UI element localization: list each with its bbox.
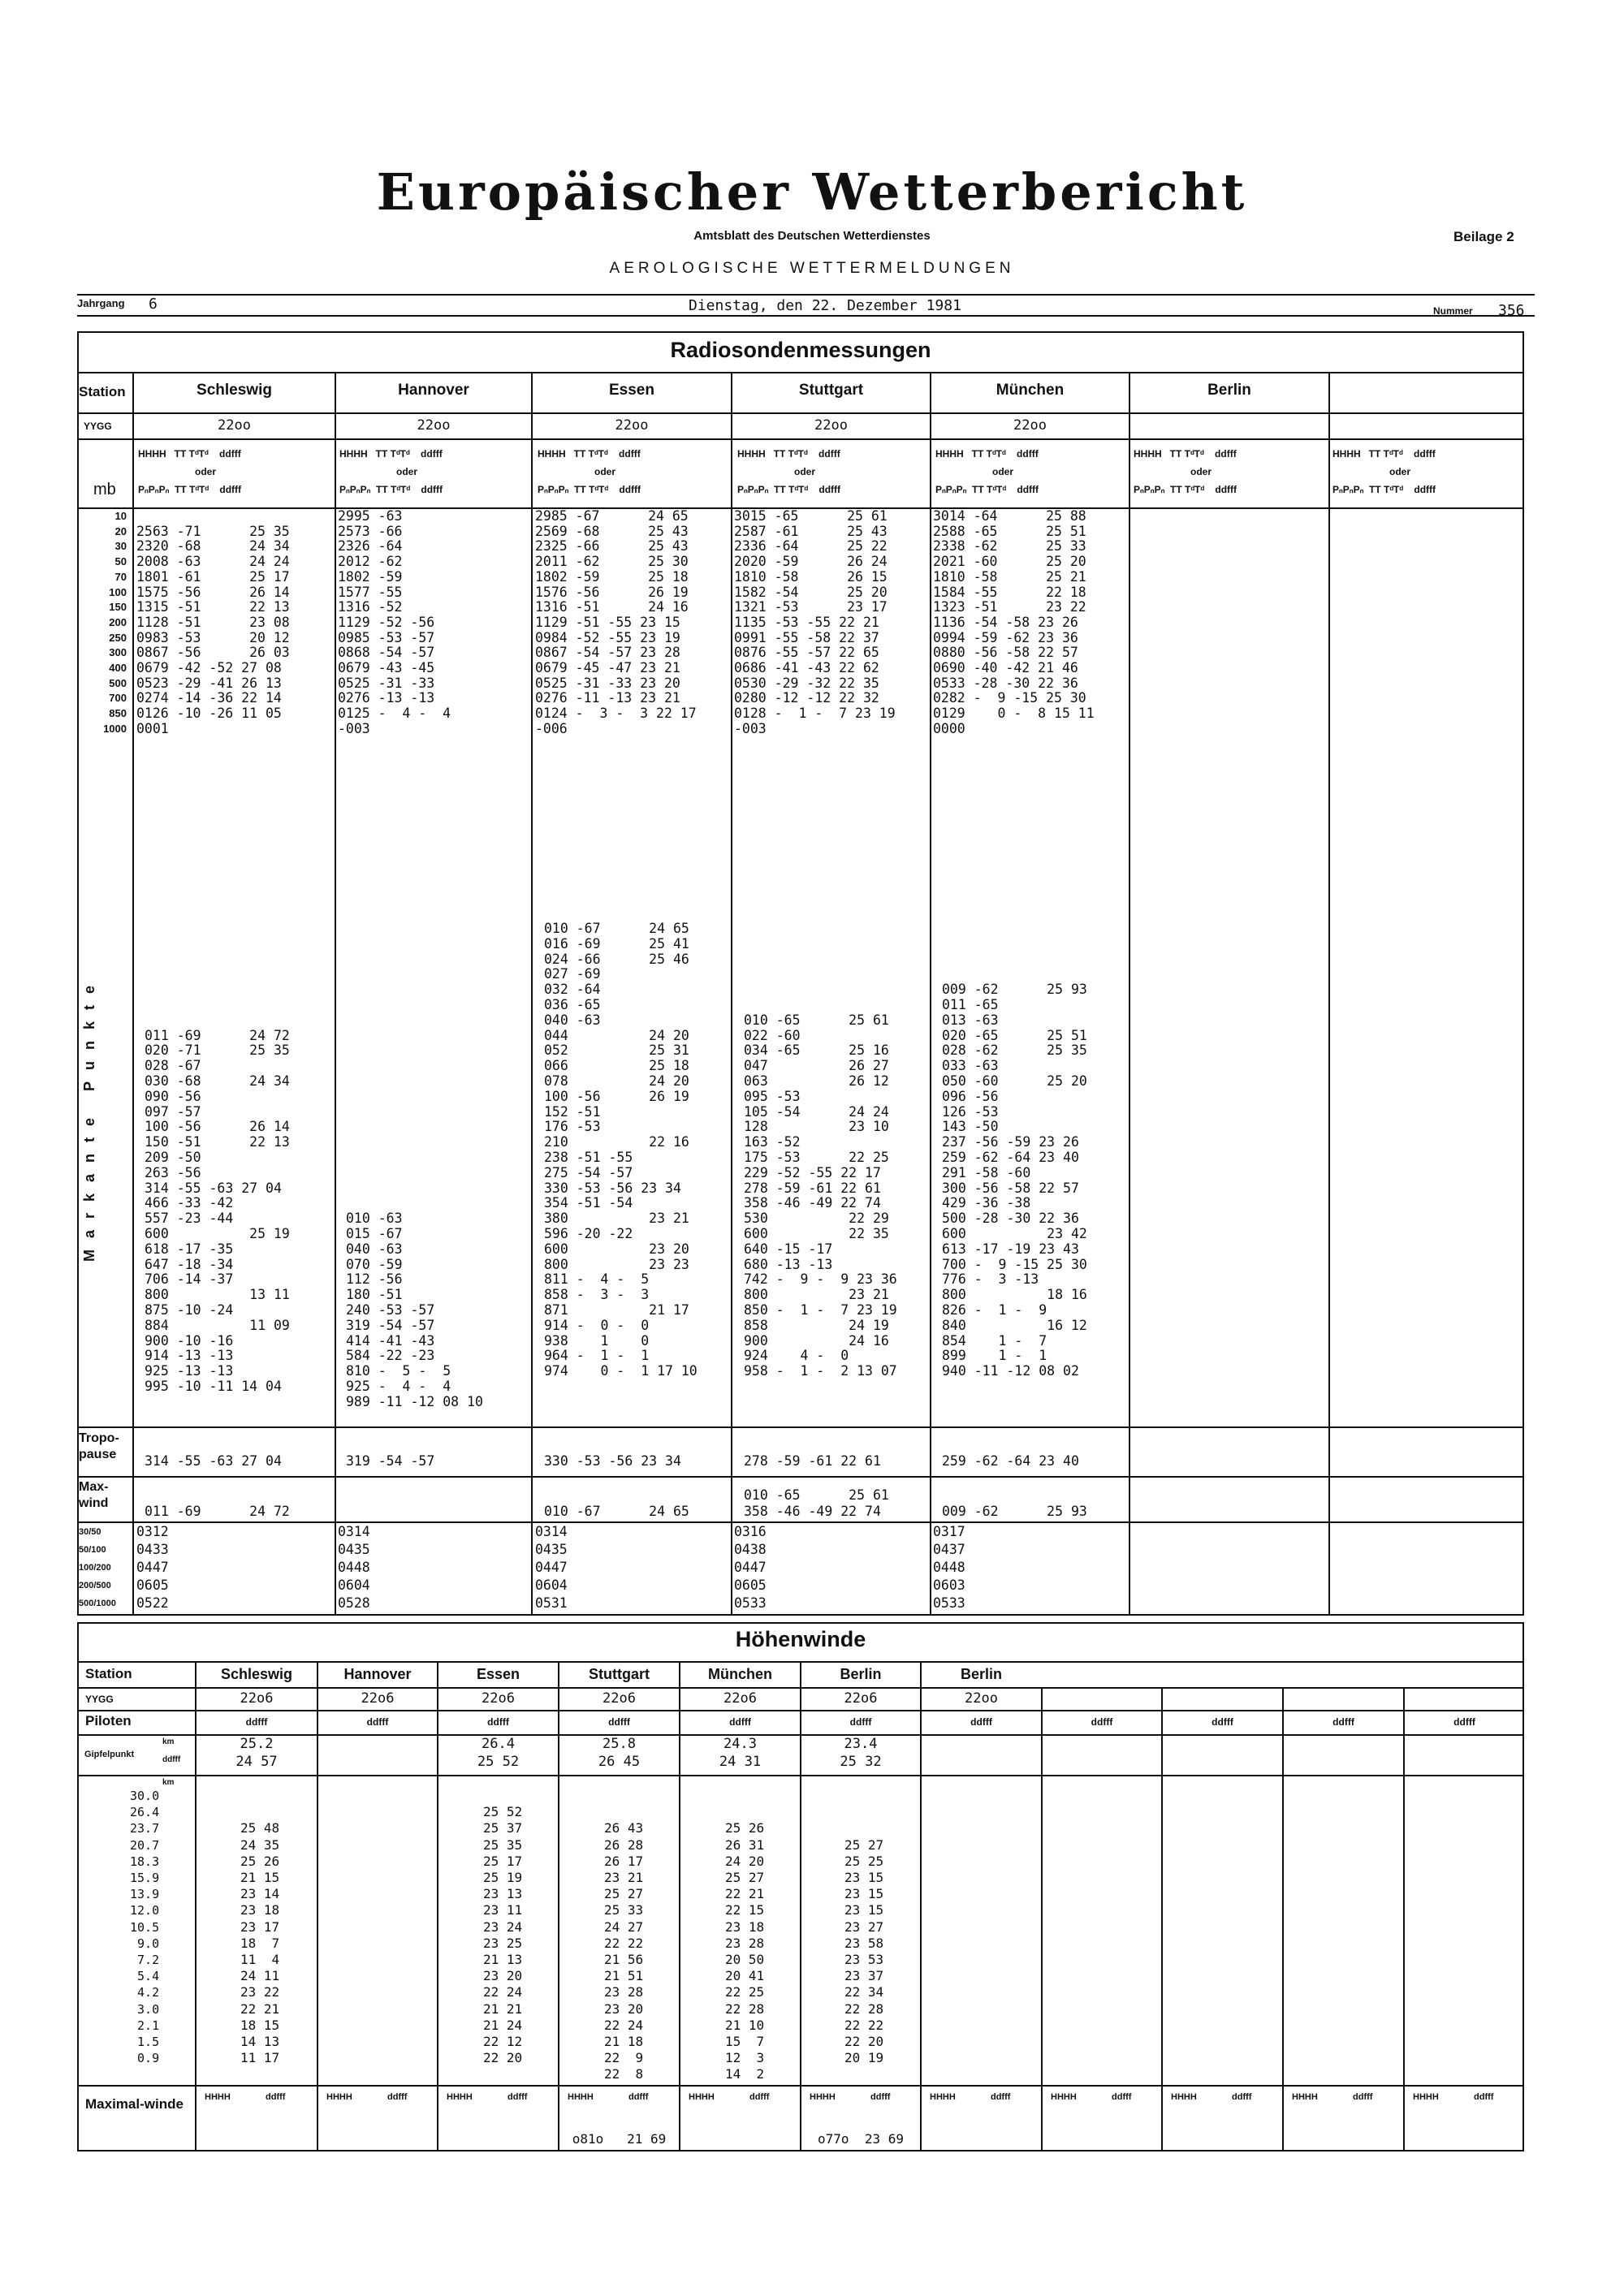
hw-yygg-4: 22o6 bbox=[723, 1690, 757, 1707]
maxwind-label: Max-wind bbox=[79, 1480, 109, 1510]
sig-points-schleswig: 011 -69 24 72 020 -71 25 35 028 -67 030 -68 24 34 090 -56 097 -57 100 -56 26 14 150 -51 22 13 209 -50 263 -56 314 -55 -63 27 04 466 -33 -42 557 -23 -44 600 25 19 618 -17 -35 647 -18 -34 706 -14 -37 800 13 11 875 -10 -24 884 11 09 900 -10 -16 914 -13 -13 925 -13 -13 995 -10 -11 14 04 bbox=[145, 1027, 290, 1394]
piloten-ddfff-header: ddfff bbox=[970, 1716, 992, 1728]
gipfel-ddfff-stuttgart: 26 45 bbox=[598, 1754, 641, 1770]
maximal-ddfff-header: ddfff bbox=[991, 2092, 1011, 2102]
issue-date: Dienstag, den 22. Dezember 1981 bbox=[689, 297, 961, 314]
hw-yygg-2: 22o6 bbox=[482, 1690, 515, 1707]
gipfel-ddfff-muenchen: 24 31 bbox=[719, 1754, 762, 1770]
hw-yygg-6: 22oo bbox=[965, 1690, 998, 1707]
sig-points-stuttgart: 010 -65 25 61 022 -60 034 -65 25 16 047 26 27 063 26 12 095 -53 105 -54 24 24 128 23 10 163 -52 175 -53 22 25 229 -52 -55 22 17 278 -59 -61 22 61 358 -46 -49 22 74 530 22 29 600 22 35 640 -15 -17 680 -13 -13 742 - 9 - 9 23 36 800 23 21 850 - 1 - 7 23 19 858 24 19 900 24 16 924 4 - 0 958 - 1 - 2 13 07 bbox=[744, 1012, 897, 1379]
gipfel-km-stuttgart: 25.8 bbox=[603, 1736, 636, 1752]
hw-station-berlin-2: Berlin bbox=[960, 1666, 1002, 1682]
station-muenchen: München bbox=[996, 382, 1065, 399]
tropopause-schleswig: 314 -55 -63 27 04 bbox=[145, 1453, 282, 1469]
pressure-levels bbox=[78, 509, 127, 737]
col-header: HHHH TT TᵈTᵈ ddfff oder PₙPₙPₙ TT TᵈTᵈ ddfff bbox=[1332, 448, 1436, 495]
winds-stuttgart: 26 43 26 28 26 17 23 21 25 27 25 33 24 27 22 22 21 56 21 51 23 28 23 20 22 24 21 18 22 9 22 8 bbox=[604, 1820, 644, 2082]
winds-schleswig: 25 48 24 35 25 26 21 15 23 14 23 18 23 17 18 7 11 4 24 11 23 22 22 21 18 15 14 13 11 17 bbox=[240, 1820, 280, 2066]
piloten-ddfff-header: ddfff bbox=[1332, 1716, 1354, 1728]
maxwind-schleswig: 011 -69 24 72 bbox=[145, 1504, 290, 1519]
subtitle: Amtsblatt des Deutschen Wetterdienstes bbox=[693, 229, 931, 243]
maximal-ddfff-header: ddfff bbox=[1353, 2092, 1373, 2102]
std-levels-muenchen: 3014 -64 25 88 2588 -65 25 51 2338 -62 25 33 2021 -60 25 20 1810 -58 25 21 1584 -55 22 18 1323 -51 23 22 1136 -54 -58 23 26 0994 -59 -62 23 36 0880 -56 -58 22 57 0690 -40 -42 21 46 0533 -28 -30 22 36 0282 - 9 -15 25 30 0129 0 - 8 15 11 0000 bbox=[933, 508, 1095, 736]
maximal-hhhh-header: HHHH bbox=[810, 2092, 836, 2102]
hw-station-label: Station bbox=[85, 1666, 132, 1681]
piloten-ddfff-header: ddfff bbox=[849, 1716, 872, 1728]
gipfel-km-schleswig: 25.2 bbox=[240, 1736, 274, 1752]
maximalwinde-label: Maximal-winde bbox=[85, 2096, 184, 2112]
station-essen: Essen bbox=[609, 382, 654, 399]
issue-number: 356 bbox=[1498, 302, 1525, 319]
sig-points-muenchen: 009 -62 25 93 011 -65 013 -63 020 -65 25 51 028 -62 25 35 033 -63 050 -60 25 20 096 -56 126 -53 143 -50 237 -56 -59 23 26 259 -62 -64 23 40 291 -58 -60 300 -56 -58 22 57 429 -36 -38 500 -28 -30 22 36 600 23 42 613 -17 -19 23 43 700 - 9 -15 25 30 776 - 3 -13 800 18 16 826 - 1 - 9 840 16 12 854 1 - 7 899 1 - 1 940 -11 -12 08 02 bbox=[942, 982, 1087, 1379]
winds-berlin: 25 27 25 25 23 15 23 15 23 15 23 27 23 58 23 53 23 37 22 34 22 28 22 22 22 20 20 19 bbox=[844, 1836, 884, 2066]
gipfel-ddfff-label: ddfff bbox=[162, 1755, 181, 1764]
col-header: HHHH TT TᵈTᵈ ddfff oder PₙPₙPₙ TT TᵈTᵈ ddfff bbox=[339, 448, 443, 495]
wind-heights: 30.0 26.4 23.7 20.7 18.3 15.9 13.9 12.0 10.5 9.0 7.2 5.4 4.2 3.0 2.1 1.5 0.9 bbox=[130, 1789, 160, 2066]
year-value: 6 bbox=[149, 296, 158, 313]
gipfel-km-muenchen: 24.3 bbox=[723, 1736, 757, 1752]
maximal-ddfff-header: ddfff bbox=[628, 2092, 649, 2102]
maximal-berlin: o77o 23 69 bbox=[818, 2131, 904, 2147]
gipfel-ddfff-essen: 25 52 bbox=[477, 1754, 520, 1770]
section-heading: AEROLOGISCHE WETTERMELDUNGEN bbox=[609, 260, 1015, 277]
layer-label: 200/500 bbox=[79, 1581, 111, 1590]
hw-station-stuttgart: Stuttgart bbox=[589, 1666, 650, 1682]
gipfel-km-berlin: 23.4 bbox=[844, 1736, 878, 1752]
maximal-hhhh-header: HHHH bbox=[1051, 2092, 1077, 2102]
mb-label: mb bbox=[93, 481, 116, 498]
hw-station-berlin: Berlin bbox=[840, 1666, 882, 1682]
col-header: HHHH TT TᵈTᵈ ddfff oder PₙPₙPₙ TT TᵈTᵈ ddfff bbox=[1134, 448, 1237, 495]
col-header: HHHH TT TᵈTᵈ ddfff oder PₙPₙPₙ TT TᵈTᵈ ddfff bbox=[138, 448, 242, 495]
maximal-hhhh-header: HHHH bbox=[1413, 2092, 1439, 2102]
pressure-level: 850 bbox=[109, 707, 127, 720]
maximal-hhhh-header: HHHH bbox=[568, 2092, 594, 2102]
hw-yygg-3: 22o6 bbox=[603, 1690, 636, 1707]
piloten-ddfff-header: ddfff bbox=[1453, 1716, 1475, 1728]
maximal-ddfff-header: ddfff bbox=[1112, 2092, 1132, 2102]
std-levels-stuttgart: 3015 -65 25 61 2587 -61 25 43 2336 -64 25 22 2020 -59 26 24 1810 -58 26 15 1582 -54 25 20 1321 -53 23 17 1135 -53 -55 22 21 0991 -55 -58 22 37 0876 -55 -57 22 65 0686 -41 -43 22 62 0530 -29 -32 22 35 0280 -12 -12 22 32 0128 - 1 - 7 23 19 -003 bbox=[734, 508, 896, 736]
heights-km-label: km bbox=[162, 1778, 175, 1787]
hw-yygg-1: 22o6 bbox=[361, 1690, 395, 1707]
hw-station-schleswig: Schleswig bbox=[220, 1666, 293, 1682]
gipfel-ddfff-schleswig: 24 57 bbox=[235, 1754, 278, 1770]
layers-hannover: 0314 0435 0448 0604 0528 bbox=[338, 1524, 370, 1611]
hw-yygg-5: 22o6 bbox=[844, 1690, 878, 1707]
layer-label: 30/50 bbox=[79, 1527, 102, 1537]
sig-points-hannover: 010 -63 015 -67 040 -63 070 -59 112 -56 180 -51 240 -53 -57 319 -54 -57 414 -41 -43 584 -22 -23 810 - 5 - 5 925 - 4 - 4 989 -11 -12 08 10 bbox=[346, 1211, 483, 1409]
maximal-hhhh-header: HHHH bbox=[205, 2092, 231, 2102]
km-label: km bbox=[162, 1737, 175, 1746]
header-rule-bottom bbox=[77, 315, 1535, 317]
maximal-ddfff-header: ddfff bbox=[870, 2092, 891, 2102]
layer-labels bbox=[79, 1523, 132, 1612]
maxwind-stuttgart: 010 -65 25 61 358 -46 -49 22 74 bbox=[744, 1487, 889, 1519]
maximal-ddfff-header: ddfff bbox=[1232, 2092, 1252, 2102]
maxwind-essen: 010 -67 24 65 bbox=[544, 1504, 689, 1519]
hw-station-hannover: Hannover bbox=[343, 1666, 412, 1682]
pressure-level: 1000 bbox=[103, 722, 127, 735]
col-header: HHHH TT TᵈTᵈ ddfff oder PₙPₙPₙ TT TᵈTᵈ ddfff bbox=[737, 448, 841, 495]
std-levels-hannover: 2995 -63 2573 -66 2326 -64 2012 -62 1802 -59 1577 -55 1316 -52 1129 -52 -56 0985 -53 -57 0868 -54 -57 0679 -43 -45 0525 -31 -33 0276 -13 -13 0125 - 4 - 4 -003 bbox=[338, 508, 451, 736]
sig-points-essen: 010 -67 24 65 016 -69 25 41 024 -66 25 46 027 -69 032 -64 036 -65 040 -63 044 24 20 052 25 31 066 25 18 078 24 20 100 -56 26 19 152 -51 176 -53 210 22 16 238 -51 -55 275 -54 -57 330 -53 -56 23 34 354 -51 -54 380 23 21 596 -20 -22 600 23 20 800 23 23 811 - 4 - 5 858 - 3 - 3 871 21 17 914 - 0 - 0 938 1 0 964 - 1 - 1 974 0 - 1 17 10 bbox=[544, 921, 698, 1379]
yygg-schleswig: 22oo bbox=[218, 417, 251, 434]
yygg-essen: 22oo bbox=[615, 417, 649, 434]
maximal-ddfff-header: ddfff bbox=[266, 2092, 286, 2102]
maximal-ddfff-header: ddfff bbox=[387, 2092, 408, 2102]
layers-stuttgart: 0316 0438 0447 0605 0533 bbox=[734, 1524, 767, 1611]
maxwind-muenchen: 009 -62 25 93 bbox=[942, 1504, 1087, 1519]
winds-muenchen: 25 26 26 31 24 20 25 27 22 21 22 15 23 18 23 28 20 50 20 41 22 25 22 28 21 10 15 7 12 3 14 2 bbox=[725, 1820, 765, 2082]
tropopause-muenchen: 259 -62 -64 23 40 bbox=[942, 1453, 1079, 1469]
maximal-ddfff-header: ddfff bbox=[508, 2092, 528, 2102]
pressure-level: 20 bbox=[114, 524, 127, 537]
maximal-hhhh-header: HHHH bbox=[1292, 2092, 1318, 2102]
pressure-level: 50 bbox=[114, 555, 127, 568]
station-stuttgart: Stuttgart bbox=[798, 382, 864, 399]
tropopause-label: Tropo-pause bbox=[79, 1431, 119, 1461]
page-title: Europäischer Wetterbericht bbox=[376, 162, 1248, 222]
maximal-ddfff-header: ddfff bbox=[1474, 2092, 1494, 2102]
winds-essen: 25 52 25 37 25 35 25 17 25 19 23 13 23 11 23 24 23 25 21 13 23 20 22 24 21 21 21 24 22 12 22 20 bbox=[483, 1804, 523, 2066]
piloten-ddfff-header: ddfff bbox=[608, 1716, 630, 1728]
hw-station-muenchen: München bbox=[708, 1666, 772, 1682]
maximal-hhhh-header: HHHH bbox=[326, 2092, 352, 2102]
gipfel-km-essen: 26.4 bbox=[482, 1736, 515, 1752]
yygg-label: YYGG bbox=[84, 421, 112, 432]
piloten-ddfff-header: ddfff bbox=[1212, 1716, 1233, 1728]
hw-yygg-label: YYGG bbox=[85, 1694, 114, 1705]
pressure-level: 10 bbox=[114, 510, 127, 522]
pressure-level: 700 bbox=[109, 692, 127, 705]
significant-points-label: Markante Punkte bbox=[81, 974, 97, 1262]
layers-schleswig: 0312 0433 0447 0605 0522 bbox=[136, 1524, 169, 1611]
tropopause-stuttgart: 278 -59 -61 22 61 bbox=[744, 1453, 881, 1469]
std-levels-schleswig: 2563 -71 25 35 2320 -68 24 34 2008 -63 24 24 1801 -61 25 17 1575 -56 26 14 1315 -51 22 13 1128 -51 23 08 0983 -53 20 12 0867 -56 26 03 0679 -42 -52 27 08 0523 -29 -41 26 13 0274 -14 -36 22 14 0126 -10 -26 11 05 0001 bbox=[136, 523, 290, 736]
pressure-level: 30 bbox=[114, 540, 127, 553]
radiosonde-title: Radiosondenmessungen bbox=[670, 338, 931, 362]
maximal-hhhh-header: HHHH bbox=[930, 2092, 956, 2102]
pressure-level: 250 bbox=[109, 631, 127, 644]
maximal-hhhh-header: HHHH bbox=[689, 2092, 715, 2102]
number-label: Nummer bbox=[1433, 305, 1473, 317]
pressure-level: 500 bbox=[109, 676, 127, 689]
maximal-hhhh-header: HHHH bbox=[447, 2092, 473, 2102]
layer-label: 500/1000 bbox=[79, 1599, 116, 1608]
pressure-level: 300 bbox=[109, 646, 127, 659]
piloten-ddfff-header: ddfff bbox=[245, 1716, 268, 1728]
hw-yygg-0: 22o6 bbox=[240, 1690, 274, 1707]
maximal-hhhh-header: HHHH bbox=[1171, 2092, 1197, 2102]
piloten-ddfff-header: ddfff bbox=[366, 1716, 389, 1728]
year-label: Jahrgang bbox=[77, 297, 125, 309]
tropopause-essen: 330 -53 -56 23 34 bbox=[544, 1453, 681, 1469]
station-schleswig: Schleswig bbox=[197, 382, 272, 399]
col-header: HHHH TT TᵈTᵈ ddfff oder PₙPₙPₙ TT TᵈTᵈ ddfff bbox=[935, 448, 1039, 495]
piloten-ddfff-header: ddfff bbox=[729, 1716, 751, 1728]
station-hannover: Hannover bbox=[398, 382, 469, 399]
layers-muenchen: 0317 0437 0448 0603 0533 bbox=[933, 1524, 965, 1611]
col-header: HHHH TT TᵈTᵈ ddfff oder PₙPₙPₙ TT TᵈTᵈ ddfff bbox=[538, 448, 641, 495]
layer-label: 50/100 bbox=[79, 1545, 106, 1555]
piloten-ddfff-header: ddfff bbox=[1091, 1716, 1113, 1728]
gipfelpunkt-label: Gipfelpunkt bbox=[84, 1750, 135, 1759]
station-label: Station bbox=[79, 384, 126, 399]
yygg-hannover: 22oo bbox=[417, 417, 451, 434]
piloten-ddfff-header: ddfff bbox=[487, 1716, 509, 1728]
piloten-label: Piloten bbox=[85, 1713, 132, 1728]
layer-label: 100/200 bbox=[79, 1563, 111, 1573]
maximal-stuttgart: o81o 21 69 bbox=[572, 2131, 667, 2147]
pressure-level: 400 bbox=[109, 662, 127, 675]
hoehenwinde-title: Höhenwinde bbox=[735, 1627, 866, 1651]
station-berlin: Berlin bbox=[1207, 382, 1251, 399]
layers-essen: 0314 0435 0447 0604 0531 bbox=[535, 1524, 568, 1611]
supplement-label: Beilage 2 bbox=[1453, 229, 1514, 244]
hw-station-essen: Essen bbox=[476, 1666, 520, 1682]
yygg-muenchen: 22oo bbox=[1013, 417, 1047, 434]
pressure-level: 100 bbox=[109, 585, 127, 598]
yygg-stuttgart: 22oo bbox=[814, 417, 848, 434]
tropopause-hannover: 319 -54 -57 bbox=[346, 1453, 435, 1469]
pressure-level: 150 bbox=[109, 601, 127, 614]
std-levels-essen: 2985 -67 24 65 2569 -68 25 43 2325 -66 25 43 2011 -62 25 30 1802 -59 25 18 1576 -56 26 19 1316 -51 24 16 1129 -51 -55 23 15 0984 -52 -55 23 19 0867 -54 -57 23 28 0679 -45 -47 23 21 0525 -31 -33 23 20 0276 -11 -13 23 21 0124 - 3 - 3 22 17 -006 bbox=[535, 508, 697, 736]
pressure-level: 70 bbox=[114, 570, 127, 583]
pressure-level: 200 bbox=[109, 615, 127, 628]
gipfel-ddfff-berlin: 25 32 bbox=[840, 1754, 882, 1770]
maximal-ddfff-header: ddfff bbox=[749, 2092, 770, 2102]
header-rule-top bbox=[77, 294, 1535, 296]
